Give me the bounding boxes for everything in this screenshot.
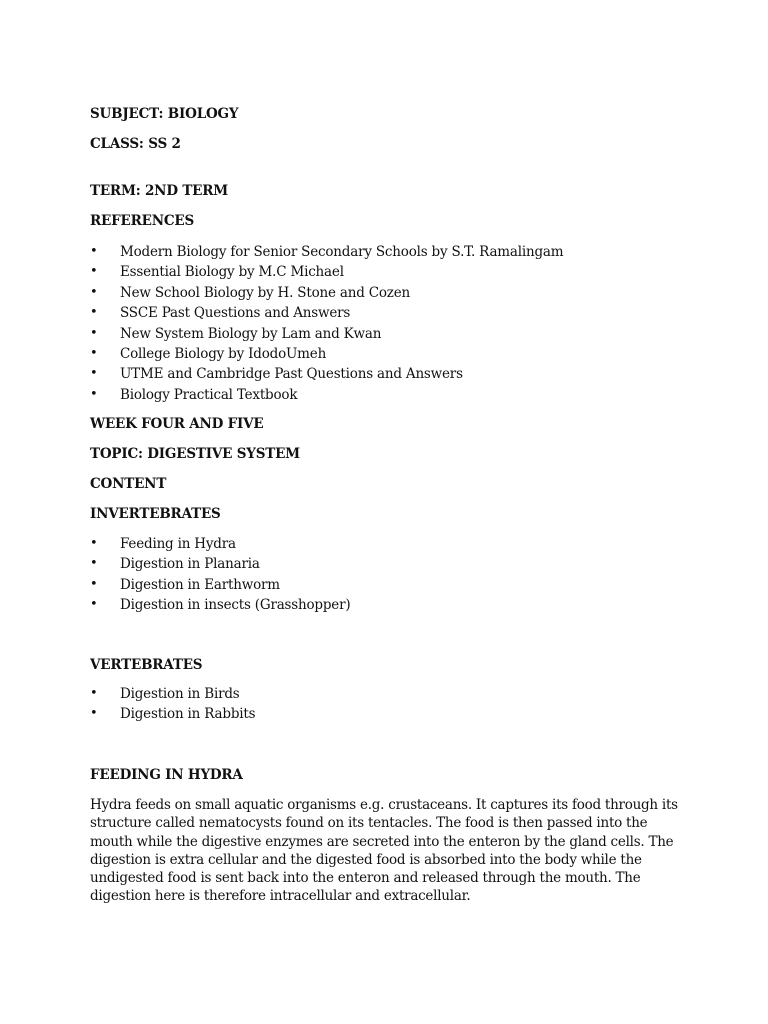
references-heading: REFERENCES — [90, 213, 195, 229]
list-item: • College Biology by IdodoUmeh — [90, 344, 563, 364]
list-item: • Biology Practical Textbook — [90, 385, 563, 405]
hydra-heading: FEEDING IN HYDRA — [90, 767, 243, 783]
list-item: • Digestion in Earthworm — [90, 575, 350, 595]
list-item: • SSCE Past Questions and Answers — [90, 303, 563, 323]
list-item: • New School Biology by H. Stone and Cozen — [90, 283, 563, 303]
vertebrates-heading: VERTEBRATES — [90, 657, 203, 673]
vertebrates-list — [90, 684, 255, 725]
list-item: • Digestion in insects (Grasshopper) — [90, 595, 350, 615]
list-item: • Digestion in Birds — [90, 684, 255, 704]
list-item: • Feeding in Hydra — [90, 534, 350, 554]
bullet-icon: • — [90, 264, 98, 280]
class-heading: CLASS: SS 2 — [90, 136, 181, 152]
term-heading: TERM: 2ND TERM — [90, 183, 229, 199]
list-item: • New System Biology by Lam and Kwan — [90, 324, 563, 344]
hydra-paragraph: Hydra feeds on small aquatic organisms e.g. crustaceans. It captures its food through its structure called nematocysts found on its tentacles. The food is then passed into the mouth while the digestive enzymes are secreted into the enteron by the gland cells. The digestion is extra cellular and the digested food is absorbed into the body while the undigested food is sent back into the enteron and released through the mouth. The digestion here is therefore intracellular and extracellular. — [90, 797, 678, 905]
bullet-icon: • — [90, 556, 98, 572]
bullet-icon: • — [90, 325, 98, 341]
content-heading: CONTENT — [90, 476, 167, 492]
bullet-icon: • — [90, 305, 98, 321]
bullet-icon: • — [90, 345, 98, 361]
list-item: • UTME and Cambridge Past Questions and Answers — [90, 364, 563, 384]
week-heading: WEEK FOUR AND FIVE — [90, 416, 264, 432]
bullet-icon: • — [90, 706, 98, 722]
bullet-icon: • — [90, 244, 98, 259]
topic-heading: TOPIC: DIGESTIVE SYSTEM — [90, 446, 300, 462]
subject-heading: SUBJECT: BIOLOGY — [90, 106, 239, 122]
bullet-icon: • — [90, 597, 98, 613]
list-item: • Digestion in Rabbits — [90, 704, 255, 724]
invertebrates-list — [90, 534, 350, 616]
bullet-icon: • — [90, 576, 98, 592]
bullet-icon: • — [90, 386, 98, 402]
list-item: • Digestion in Planaria — [90, 554, 350, 574]
invertebrates-heading: INVERTEBRATES — [90, 506, 221, 522]
references-list — [90, 242, 563, 405]
bullet-icon: • — [90, 284, 98, 300]
bullet-icon: • — [90, 366, 98, 382]
bullet-icon: • — [90, 536, 98, 551]
list-item: • Essential Biology by M.C Michael — [90, 262, 563, 282]
list-item: • Modern Biology for Senior Secondary Schools by S.T. Ramalingam — [90, 242, 563, 262]
bullet-icon: • — [90, 686, 98, 701]
